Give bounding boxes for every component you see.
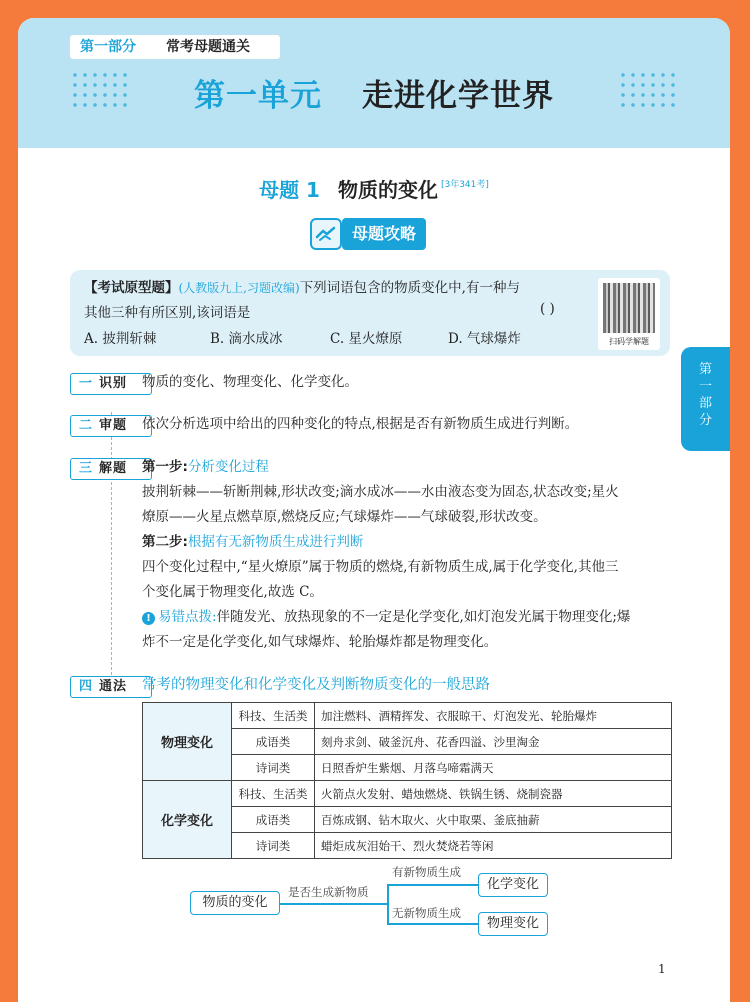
- table-cell: 科技、生活类: [232, 781, 315, 807]
- step-review-label: [70, 415, 152, 437]
- diagram-branch-top: [387, 884, 479, 886]
- diagram-chemical-result: 化学变化: [478, 873, 548, 897]
- step-title: 解题: [99, 461, 128, 476]
- tip-text: 伴随发光、放热现象的不一定是化学变化,如灯泡发光属于物理变化;爆: [216, 609, 631, 625]
- unit-number: 第一单元: [194, 78, 322, 114]
- table-row: [143, 781, 672, 807]
- table-cell: 成语类: [232, 729, 315, 755]
- part-tag-title: 常考母题通关: [166, 39, 250, 55]
- step1-lead: 第一步:: [142, 459, 188, 475]
- change-examples-table: [142, 702, 672, 859]
- step-solve-label: [70, 458, 152, 480]
- strategy-badge: [310, 218, 426, 250]
- topic-name: 物质的变化: [337, 178, 438, 202]
- diagram-connector: [280, 903, 388, 905]
- question-text: [84, 276, 594, 326]
- tip-text: 炸不一定是化学变化,如气球爆炸、轮胎爆炸都是物理变化。: [142, 634, 498, 650]
- category-physical: 物理变化: [143, 703, 232, 781]
- side-tab-char: 第: [698, 362, 712, 377]
- option-a: A. 披荆斩棘: [84, 331, 157, 347]
- qr-caption: 扫码学解题: [609, 337, 649, 346]
- side-tab-char: 分: [698, 413, 712, 428]
- step-solve-text: [142, 455, 630, 655]
- side-tab-char: 部: [698, 396, 712, 411]
- step-number: 二: [79, 418, 93, 433]
- step-method-title: 常考的物理变化和化学变化及判断物质变化的一般思路: [142, 677, 490, 693]
- table-cell: 火箭点火发射、蜡烛燃烧、铁锅生锈、烧制瓷器: [315, 781, 672, 807]
- page-number: 1: [658, 962, 666, 976]
- step-method-label: [70, 676, 152, 698]
- question-source: (人教版九上,习题改编): [178, 281, 300, 295]
- step-review-text: 依次分析选项中给出的四种变化的特点,根据是否有新物质生成进行判断。: [142, 416, 579, 432]
- step2-line: 四个变化过程中,“星火燎原”属于物质的燃烧,有新物质生成,属于化学变化,其他三: [142, 559, 619, 575]
- qr-code-image: [603, 283, 655, 333]
- step1-line: 披荆斩棘——斩断荆棘,形状改变;滴水成冰——水由液态变为固态,状态改变;星火: [142, 484, 619, 500]
- part-tag: [70, 35, 280, 59]
- step-title: 通法: [99, 679, 128, 694]
- diagram-branch-bottom: [387, 923, 479, 925]
- unit-name: 走进化学世界: [362, 78, 554, 114]
- step-identify-label: [70, 373, 152, 395]
- header-band: [18, 18, 730, 148]
- handshake-icon: [310, 218, 342, 250]
- table-cell: 百炼成钢、钻木取火、火中取栗、釜底抽薪: [315, 807, 672, 833]
- question-box: [70, 270, 670, 356]
- topic-title: [18, 174, 730, 203]
- step2-heading: [142, 530, 630, 555]
- option-b: B. 滴水成冰: [210, 331, 283, 347]
- step1-title: 分析变化过程: [187, 459, 269, 475]
- question-lead: 【考试原型题】: [84, 280, 179, 296]
- category-chemical: 化学变化: [143, 781, 232, 859]
- step2-line: 个变化属于物理变化,故选 C。: [142, 584, 323, 600]
- table-cell: 成语类: [232, 807, 315, 833]
- question-line2: 其他三种有所区别,该词语是: [84, 305, 251, 321]
- answer-blank: ( ): [540, 301, 555, 317]
- step1-heading: [142, 455, 630, 480]
- warning-icon: !: [142, 612, 155, 625]
- option-c: C. 星火燎原: [330, 331, 403, 347]
- step-title: 识别: [99, 376, 128, 391]
- diagram-yes-label: 有新物质生成: [392, 865, 461, 879]
- question-line1: 下列词语包含的物质变化中,有一种与: [299, 280, 520, 296]
- diagram-no-label: 无新物质生成: [392, 906, 461, 920]
- step-number: 四: [79, 679, 93, 694]
- table-cell: 蜡炬成灰泪始干、烈火焚烧若等闲: [315, 833, 672, 859]
- part-tag-number: 第一部分: [80, 39, 136, 55]
- step2-lead: 第二步:: [142, 534, 188, 550]
- table-cell: 诗词类: [232, 755, 315, 781]
- diagram-criterion: 是否生成新物质: [288, 885, 369, 899]
- page: [18, 18, 730, 1002]
- table-cell: 诗词类: [232, 833, 315, 859]
- table-cell: 科技、生活类: [232, 703, 315, 729]
- qr-code[interactable]: [598, 278, 660, 350]
- diagram-branch: [387, 884, 389, 924]
- table-row: [143, 703, 672, 729]
- table-cell: 刻舟求剑、破釜沉舟、花香四溢、沙里淘金: [315, 729, 672, 755]
- step-identify-text: 物质的变化、物理变化、化学变化。: [142, 374, 358, 390]
- unit-title: [18, 70, 730, 115]
- option-d: D. 气球爆炸: [448, 331, 521, 347]
- topic-stats: [3年341考]: [440, 180, 489, 190]
- side-tab-part-one[interactable]: [681, 347, 730, 451]
- tip-line: [142, 605, 630, 630]
- strategy-label: 母题攻略: [342, 218, 426, 250]
- topic-number: 母题 1: [259, 178, 320, 202]
- step-title: 审题: [99, 418, 128, 433]
- side-tab-char: 一: [698, 379, 712, 394]
- table-cell: 日照香炉生紫烟、月落乌啼霜满天: [315, 755, 672, 781]
- diagram-root: 物质的变化: [190, 891, 280, 915]
- tip-lead: 易错点拨:: [158, 609, 217, 625]
- diagram-physical-result: 物理变化: [478, 912, 548, 936]
- step-connector-line: [111, 412, 112, 690]
- table-cell: 加注燃料、酒精挥发、衣服晾干、灯泡发光、轮胎爆炸: [315, 703, 672, 729]
- step-number: 三: [79, 461, 93, 476]
- step-number: 一: [79, 376, 93, 391]
- step2-title: 根据有无新物质生成进行判断: [187, 534, 364, 550]
- step1-line: 燎原——火星点燃草原,燃烧反应;气球爆炸——气球破裂,形状改变。: [142, 509, 547, 525]
